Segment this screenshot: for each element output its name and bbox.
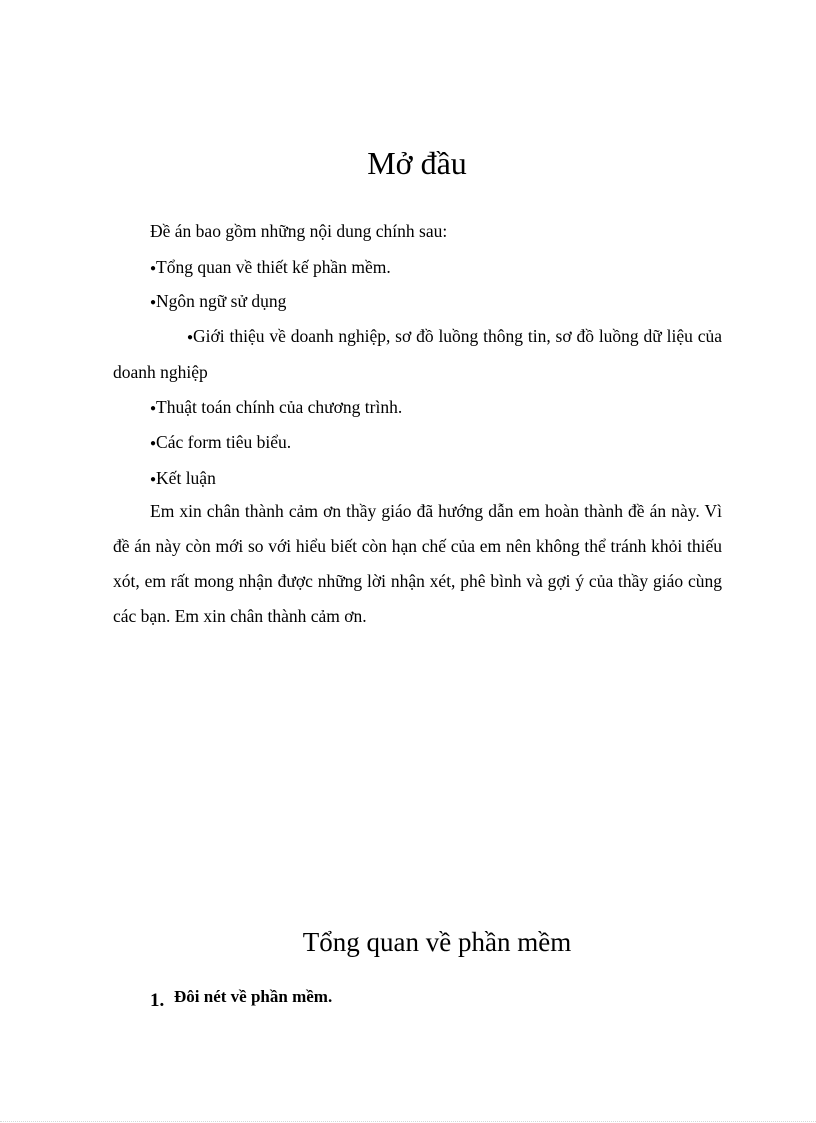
page-title: Mở đầu (367, 145, 467, 181)
list-item (150, 431, 291, 455)
bullet-icon: ● (150, 403, 157, 414)
list-item (150, 467, 216, 491)
bullet-icon: ● (187, 332, 194, 343)
list-item (150, 290, 286, 314)
closing-paragraph: Em xin chân thành cảm ơn thầy giáo đã hướng dẫn em hoàn thành đề án này. Vì đề án này còn mới so với hiểu biết còn hạn chế của em nên không thể tránh khỏi thiếu xót, em rất mong nhận được những lời nhận xét, phê bình và gợi ý của thầy giáo cùng các bạn. Em xin chân thành cảm ơn. (113, 501, 722, 626)
list-item-text: Kết luận (156, 468, 216, 488)
intro-text: Đề án bao gồm những nội dung chính sau: (150, 221, 448, 241)
section-title: Tổng quan về phần mềm (302, 927, 572, 957)
list-item (113, 319, 722, 390)
page-divider (0, 1121, 816, 1122)
list-item-text: Tổng quan về thiết kế phần mềm. (156, 257, 391, 277)
list-item-text: Giới thiệu về doanh nghiệp, sơ đồ luồng thông tin, sơ đồ luồng dữ liệu của doanh nghiệp (113, 326, 722, 382)
list-item (150, 256, 391, 280)
list-item (150, 396, 402, 420)
list-item-text: Thuật toán chính của chương trình. (156, 397, 403, 417)
bullet-icon: ● (150, 297, 157, 308)
subsection-title: Đôi nét về phần mềm. (174, 987, 333, 1006)
bullet-icon: ● (150, 263, 157, 274)
bullet-icon: ● (150, 474, 157, 485)
list-item-text: Ngôn ngữ sử dụng (156, 291, 287, 311)
list-item-text: Các form tiêu biểu. (156, 432, 292, 452)
bullet-icon: ● (150, 438, 157, 449)
subsection-number: 1. (150, 990, 165, 1011)
